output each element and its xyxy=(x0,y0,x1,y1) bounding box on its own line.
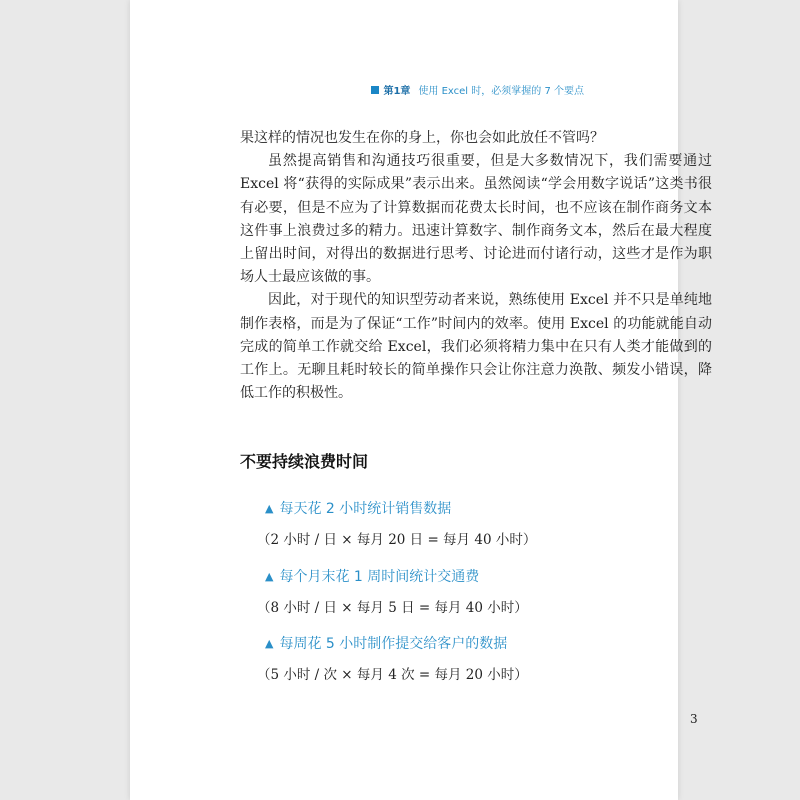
chapter-number: 第1章 xyxy=(383,86,411,97)
list-item-title: 每周花 5 小时制作提交给客户的数据 xyxy=(279,636,508,652)
paragraph: 虽然提高销售和沟通技巧很重要，但是大多数情况下，我们需要通过 Excel 将“获得的实际成果”表示出来。虽然阅读“学会用数字说话”这类书很有必要，但是不应为了计算数据而花费太长时间，也不应该在制作商务文本这件事上浪费过多的精力。迅速计算数字、制作商务文本，然后在最大程度上留出时间，对得出的数据进行思考、讨论进而付诸行动，这些才是作为职场人士最应该做的事。 xyxy=(240,153,712,286)
triangle-bullet-icon: ▲ xyxy=(265,569,274,583)
triangle-bullet-icon: ▲ xyxy=(265,501,274,515)
chapter-marker-square xyxy=(371,86,379,94)
list-item-title-row xyxy=(265,498,536,518)
book-page xyxy=(130,0,712,800)
body-text xyxy=(240,127,712,405)
chapter-title: 使用 Excel 时，必须掌握的 7 个要点 xyxy=(418,86,584,97)
triangle-bullet-icon: ▲ xyxy=(265,636,274,650)
list-item-formula: （2 小时 / 日 × 每月 20 日 = 每月 40 小时） xyxy=(257,532,537,548)
list-item xyxy=(257,498,537,548)
paragraph-continuation: 果这样的情况也发生在你的身上，你也会如此放任不管吗？ xyxy=(240,130,604,146)
list-item xyxy=(257,633,528,683)
list-item xyxy=(257,566,528,616)
list-item-formula: （5 小时 / 次 × 每月 4 次 = 每月 20 小时） xyxy=(257,667,528,683)
list-item-title-row xyxy=(265,566,528,586)
page-number: 3 xyxy=(690,712,698,726)
paragraph: 因此，对于现代的知识型劳动者来说，熟练使用 Excel 并不只是单纯地制作表格，而是为了保证“工作”时间内的效率。使用 Excel 的功能就能自动完成的简单工作就交给 Excel，我们必须将精力集中在只有人类才能做到的工作上。无聊且耗时较长的简单操作只会让你注意力涣散、频发小错误，降低工作的积极性。 xyxy=(240,292,712,402)
list-item-title: 每天花 2 小时统计销售数据 xyxy=(279,501,452,517)
section-heading: 不要持续浪费时间 xyxy=(240,452,369,471)
running-header xyxy=(371,82,584,97)
list-item-title-row xyxy=(265,633,528,653)
list-item-formula: （8 小时 / 日 × 每月 5 日 = 每月 40 小时） xyxy=(257,600,528,616)
list-item-title: 每个月末花 1 周时间统计交通费 xyxy=(279,569,480,585)
